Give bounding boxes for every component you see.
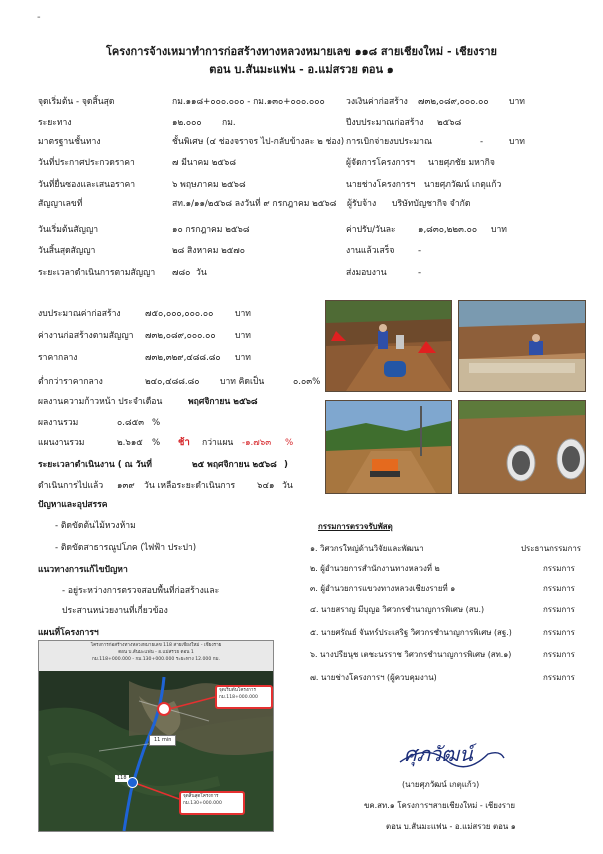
solutions-heading: แนวทางการแก้ไขปัญหา — [38, 565, 128, 575]
project-map — [38, 640, 274, 832]
standard-value: ชั้นพิเศษ (๔ ช่องจราจร ไป-กลับข้างละ ๒ ช่อง) — [172, 137, 345, 147]
map-heading: แผนที่โครงการฯ — [38, 628, 99, 638]
period-date: ๒๕ พฤศจิกายน ๒๕๖๘ — [192, 460, 277, 470]
start-marker-icon — [157, 702, 171, 716]
end-callout-line: จุดสิ้นสุดโครงการ — [183, 794, 219, 799]
page-title: โครงการจ้างเหมาทำการก่อสร้างทางหลวงหมายเลข ๑๑๘ สายเชียงใหม่ - เชียงราย — [106, 45, 497, 58]
fin-median-value: ๗๓๒,๓๒๙,๔๘๘.๘๐ — [145, 353, 221, 363]
budget-unit: บาท — [509, 97, 525, 107]
finished-value: - — [418, 246, 422, 256]
disbursement-label: การเบิกจ่ายงบประมาณ — [346, 137, 432, 147]
actual-value: ๐.๘๕๓ — [117, 418, 144, 428]
fin-lower-label: ต่ำกว่าราคากลาง — [38, 377, 103, 387]
committee-member-name: ๔. นายสราญ มีบุญอ วิศวกรชำนาญการพิเศษ (สบ.) — [310, 605, 485, 614]
map-title-line: ตอน บ.สันมะแฟน - อ.แม่สรวย ตอน 1 — [118, 650, 194, 655]
fin-budget-label: งบประมาณค่าก่อสร้าง — [38, 309, 121, 319]
elapsed-label: ดำเนินการไปแล้ว — [38, 481, 104, 491]
solution-item: - อยู่ระหว่างการตรวจสอบพื้นที่ก่อสร้างและ — [62, 586, 220, 596]
problems-heading: ปัญหาและอุปสรรค — [38, 500, 108, 510]
elapsed-unit: วัน เหลือระยะดำเนินการ — [144, 481, 236, 491]
budget-value: ๗๓๒,๐๘๙,๐๐๐.๐๐ — [418, 97, 489, 107]
end-marker-icon — [127, 777, 138, 788]
standard-label: มาตรฐานชั้นทาง — [38, 137, 101, 147]
diff-unit: % — [285, 438, 294, 448]
committee-member-role: กรรมการ — [543, 584, 575, 593]
start-callout-line: กม.118+000.000 — [219, 695, 258, 700]
status-text: กว่าแผน — [202, 438, 234, 448]
site-photo-4 — [458, 400, 586, 494]
distance-value: ๑๒.๐๐๐ — [172, 118, 202, 128]
fiscal-label: ปีงบประมาณก่อสร้าง — [346, 118, 424, 128]
progress-month: พฤศจิกายน ๒๕๖๘ — [188, 397, 258, 407]
start-callout-pointer — [167, 693, 217, 713]
diff-value: -๑.๗๖๓ — [242, 438, 272, 448]
duration-label: ระยะเวลาดำเนินการตามสัญญา — [38, 268, 156, 278]
manager-value: นายศุภชัย มหากิจ — [428, 158, 495, 168]
map-title-line: โครงการก่อสร้างทางหลวงหมายเลข 118 สายเชียงใหม่ - เชียงราย — [90, 643, 222, 648]
plan-value: ๒.๖๑๕ — [117, 438, 143, 448]
end-callout-pointer — [131, 781, 181, 803]
committee-member-name: ๒. ผู้อำนวยการสำนักงานทางหลวงที่ ๒ — [310, 564, 440, 573]
problem-item: - ติดขัดสาธารณูปโภค (ไฟฟ้า ประปา) — [55, 543, 197, 553]
fin-median-unit: บาท — [235, 353, 251, 363]
fin-lower-percent: ๐.๐๓% — [293, 377, 321, 387]
signature-scribble: ศุภวัฒน์ — [404, 742, 473, 766]
announce-value: ๗ มีนาคม ๒๕๖๘ — [172, 158, 236, 168]
end-date-value: ๒๘ สิงหาคม ๒๕๗๐ — [172, 246, 245, 256]
remaining-value: ๖๔๑ — [257, 481, 275, 491]
adjust-label: ค่าปรับ/วันละ — [346, 225, 396, 235]
status-word: ช้า — [178, 437, 190, 448]
signature-section: ตอน บ.สันมะแฟน - อ.แม่สรวย ตอน ๑ — [386, 822, 516, 831]
solution-item: ประสานหน่วยงานที่เกี่ยวข้อง — [62, 606, 168, 616]
fiscal-value: ๒๕๖๘ — [437, 118, 462, 128]
start-date-label: วันเริ่มต้นสัญญา — [38, 225, 99, 235]
site-photo-2 — [458, 300, 586, 392]
committee-member-name: ๕. นายศรัณย์ จันทร์ประเสริฐ วิศวกรชำนาญการพิเศษ (สฐ.) — [310, 628, 512, 637]
committee-member-name: ๑. วิศวกรใหญ่ด้านวิจัยและพัฒนา — [310, 544, 424, 553]
submit-label: วันที่ยื่นซองและเสนอราคา — [38, 180, 136, 190]
committee-heading: กรรมการตรวจรับพัสดุ — [318, 522, 393, 531]
elapsed-value: ๑๓๙ — [117, 481, 135, 491]
fin-contract-label: ค่างานก่อสร้างตามสัญญา — [38, 331, 134, 341]
finished-label: งานแล้วเสร็จ — [346, 246, 395, 256]
committee-member-role: กรรมการ — [543, 673, 575, 682]
manager-label: ผู้จัดการโครงการฯ — [346, 158, 415, 168]
start-end-label: จุดเริ่มต้น - จุดสิ้นสุด — [38, 97, 115, 107]
plan-label: แผนงานรวม — [38, 438, 85, 448]
map-title-line: กม.118+000.000 - กม.130+000.000 ระยะทาง 12.000 กม. — [91, 657, 220, 662]
fin-budget-unit: บาท — [235, 309, 251, 319]
announce-label: วันที่ประกาศประกวดราคา — [38, 158, 135, 168]
problem-item: - ติดขัดต้นไม้หวงห้าม — [55, 521, 136, 531]
distance-label: ระยะทาง — [38, 118, 72, 128]
remaining-unit: วัน — [282, 481, 293, 491]
submit-value: ๖ พฤษภาคม ๒๕๖๘ — [172, 180, 246, 190]
committee-member-name: ๖. นางปรียนุช เตชะนรราช วิศวกรชำนาญการพิเศษ (สท.๑) — [310, 650, 512, 659]
delivered-value: - — [418, 268, 422, 278]
start-date-value: ๑๐ กรกฎาคม ๒๕๖๘ — [172, 225, 250, 235]
period-close: ) — [284, 460, 288, 470]
fin-lower-value: ๒๔๐,๔๘๘.๘๐ — [145, 377, 200, 387]
page-subtitle: ตอน บ.สันมะแฟน - อ.แม่สรวย ตอน ๑ — [209, 63, 394, 76]
engineer-label: นายช่างโครงการฯ — [346, 180, 416, 190]
period-label: ระยะเวลาดำเนินงาน ( ณ วันที่ — [38, 460, 152, 470]
budget-label: วงเงินค่าก่อสร้าง — [346, 97, 408, 107]
contract-label: สัญญาเลขที่ — [38, 199, 83, 209]
start-callout-line: จุดเริ่มต้นโครงการ — [219, 688, 256, 693]
committee-member-role: ประธานกรรมการ — [521, 544, 582, 553]
actual-label: ผลงานรวม — [38, 418, 79, 428]
duration-value: ๗๘๐ — [172, 268, 191, 278]
disbursement-unit: บาท — [509, 137, 525, 147]
disbursement-value: - — [480, 137, 484, 147]
fin-contract-unit: บาท — [235, 331, 251, 341]
fin-lower-unit: บาท คิดเป็น — [220, 377, 265, 387]
committee-member-name: ๓. ผู้อำนวยการแขวงทางหลวงเชียงรายที่ ๑ — [310, 584, 456, 593]
start-end-value: กม.๑๑๘+๐๐๐.๐๐๐ - กม.๑๓๐+๐๐๐.๐๐๐ — [172, 97, 325, 107]
contractor-label: ผู้รับจ้าง — [347, 199, 377, 209]
fin-budget-value: ๗๕๐,๐๐๐,๐๐๐.๐๐ — [145, 309, 214, 319]
committee-member-name: ๗. นายช่างโครงการฯ (ผู้ควบคุมงาน) — [310, 673, 437, 682]
duration-unit: วัน — [196, 268, 207, 278]
fin-contract-value: ๗๓๒,๐๘๙,๐๐๐.๐๐ — [145, 331, 216, 341]
adjust-unit: บาท — [491, 225, 507, 235]
committee-member-role: กรรมการ — [543, 650, 575, 659]
actual-unit: % — [152, 418, 161, 428]
contractor-value: บริษัทบัญชากิจ จำกัด — [392, 199, 471, 209]
committee-member-role: กรรมการ — [543, 564, 575, 573]
committee-member-role: กรรมการ — [543, 628, 575, 637]
time-badge: 11 min — [149, 735, 176, 746]
committee-member-role: กรรมการ — [543, 605, 575, 614]
end-callout-line: กม.130+000.000 — [183, 801, 222, 806]
signature-position: ขค.สท.๑ โครงการฯสายเชียงใหม่ - เชียงราย — [364, 801, 516, 810]
signature-name: (นายศุภวัฒน์ เกตุแก้ว) — [402, 780, 480, 789]
distance-unit: กม. — [222, 118, 236, 128]
fin-median-label: ราคากลาง — [38, 353, 78, 363]
progress-heading: ผลงานความก้าวหน้า ประจำเดือน — [38, 397, 163, 407]
end-date-label: วันสิ้นสุดสัญญา — [38, 246, 96, 256]
signature-stroke — [396, 742, 506, 772]
adjust-value: ๑,๘๓๐,๒๒๓.๐๐ — [418, 225, 478, 235]
page-mark: - — [37, 12, 41, 23]
delivered-label: ส่งมอบงาน — [346, 268, 387, 278]
route-badge: 118 — [117, 775, 127, 781]
site-photo-3 — [325, 400, 452, 494]
engineer-value: นายศุภวัฒน์ เกตุแก้ว — [424, 180, 502, 190]
plan-unit: % — [152, 438, 161, 448]
contract-value: สท.๑/๑๑/๒๕๖๘ ลงวันที่ ๙ กรกฎาคม ๒๕๖๘ — [172, 199, 337, 209]
site-photo-1 — [325, 300, 452, 392]
